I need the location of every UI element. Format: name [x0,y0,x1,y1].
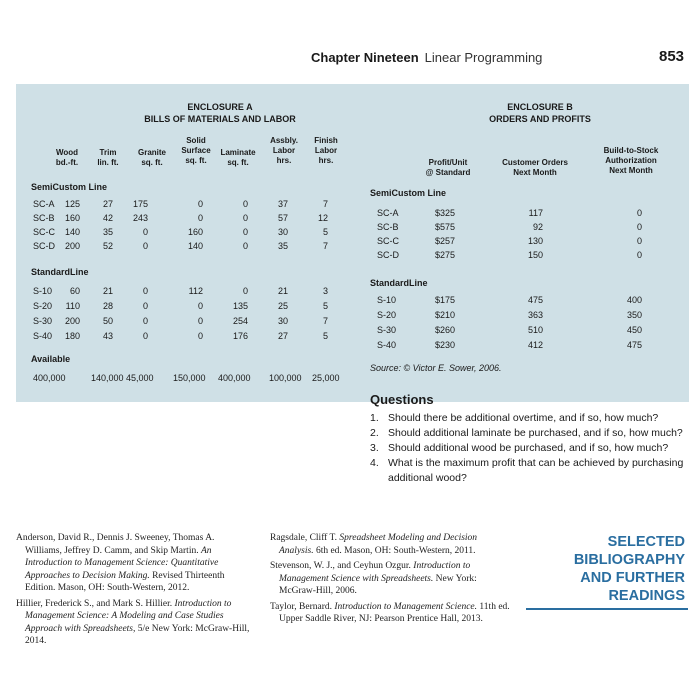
list-item: 3. Should additional wood be purchased, and if so, how much? [370,442,669,454]
bibliography-column-1 [16,532,252,651]
table-row: SC-B 160 42 243 0 0 57 12 [33,213,328,223]
heading-rule [526,608,688,610]
enclosure-b-standard-label: StandardLine [370,278,428,288]
table-row: SC-D 200 52 0 140 0 35 7 [33,241,328,251]
col-header-profit-unit: Profit/Unit @ Standard [425,158,471,177]
table-row: S-10 60 21 0 112 0 21 3 [33,286,328,296]
questions-heading: Questions [370,392,434,407]
bibliography-entry: Ragsdale, Cliff T. Spreadsheet Modeling and Decision Analysis. 6th ed. Mason, OH: South-Western, 2011. [270,533,478,556]
chapter-header [311,50,542,65]
enclosure-a-standard-label: StandardLine [31,267,89,277]
list-item: 1. Should there be additional overtime, and if so, how much? [370,412,659,424]
bibliography-heading: SELECTED BIBLIOGRAPHY AND FURTHER READINGS [573,534,685,604]
table-row: S-30 200 50 0 0 254 30 7 [33,316,328,326]
col-header-assembly-labor: Assbly. Labor hrs. [270,136,298,165]
page-number: 853 [659,48,685,65]
col-header-customer-orders: Customer Orders Next Month [502,158,568,177]
table-row: SC-B $575 92 0 [377,222,642,232]
col-header-build-to-stock: Build-to-Stock Authorization Next Month [603,146,659,175]
col-header-solid-surface: Solid Surface sq. ft. [181,136,211,165]
col-header-trim: Trim lin. ft. [97,148,119,167]
table-row: S-20 110 28 0 0 135 25 5 [33,301,328,311]
chapter-title: Chapter Nineteen [311,50,419,65]
table-row: S-40 180 43 0 0 176 27 5 [33,331,328,341]
enclosure-b-standard-rows [377,293,677,353]
questions-list [370,411,690,486]
enclosure-a-standard-rows [33,284,353,344]
list-item: 2. Should additional laminate be purchased, and if so, how much? [370,427,683,439]
chapter-section: Linear Programming [424,50,543,65]
enclosure-a-semicustom-label: SemiCustom Line [31,182,108,192]
bibliography-column-2 [270,532,512,629]
bibliography-entry: Anderson, David R., Dennis J. Sweeney, Thomas A. Williams, Jeffrey D. Camm, and Skip Martin. An Introduction to Management Science: Quantitative Approaches to Decision Making. Revised Thirteenth Edition. Mason, OH: South-Western, 2012. [16,533,225,593]
table-row: S-40 $230 412 475 [377,340,642,350]
enclosure-b-semicustom-label: SemiCustom Line [370,188,447,198]
table-row: SC-C $257 130 0 [377,236,642,246]
source-citation: Source: © Victor E. Sower, 2006. [370,363,502,373]
available-row: 400,000 140,000 45,000 150,000 400,000 100,000 25,000 [33,373,340,383]
table-row: SC-D $275 150 0 [377,250,642,260]
col-header-wood: Wood bd.-ft. [55,148,79,167]
bibliography-entry: Hillier, Frederick S., and Mark S. Hillier. Introduction to Management Science: A Modeling and Case Studies Approach with Spreadsheets, 5/e New York: McGraw-Hill, 2014. [16,598,250,646]
enclosure-b-title: ENCLOSURE B ORDERS AND PROFITS [489,102,591,124]
col-header-granite: Granite sq. ft. [137,148,166,167]
bibliography-entry: Taylor, Bernard. Introduction to Management Science. 11th ed. Upper Saddle River, NJ: Pearson Prentice Hall, 2013. [270,601,510,624]
table-row: S-10 $175 475 400 [377,295,642,305]
enclosure-a-semicustom-rows [33,197,353,253]
enclosure-b-semicustom-rows [377,206,677,262]
available-label: Available [31,354,71,364]
table-row: SC-A $325 117 0 [377,208,642,218]
bibliography-entry: Stevenson, W. J., and Ceyhun Ozgur. Introduction to Management Science with Spreadsheets. New York: McGraw-Hill, 2006. [270,561,477,596]
table-row: SC-C 140 35 0 160 0 30 5 [33,227,328,237]
table-row: S-30 $260 510 450 [377,325,642,335]
col-header-laminate: Laminate sq. ft. [220,148,256,167]
enclosure-a-title: ENCLOSURE A BILLS OF MATERIALS AND LABOR [144,102,296,124]
col-header-finish-labor: Finish Labor hrs. [314,136,338,165]
table-row: SC-A 125 27 175 0 0 37 7 [33,199,328,209]
list-item: 4. What is the maximum profit that can be achieved by purchasing additional wood? [370,457,684,484]
table-row: S-20 $210 363 350 [377,310,642,320]
